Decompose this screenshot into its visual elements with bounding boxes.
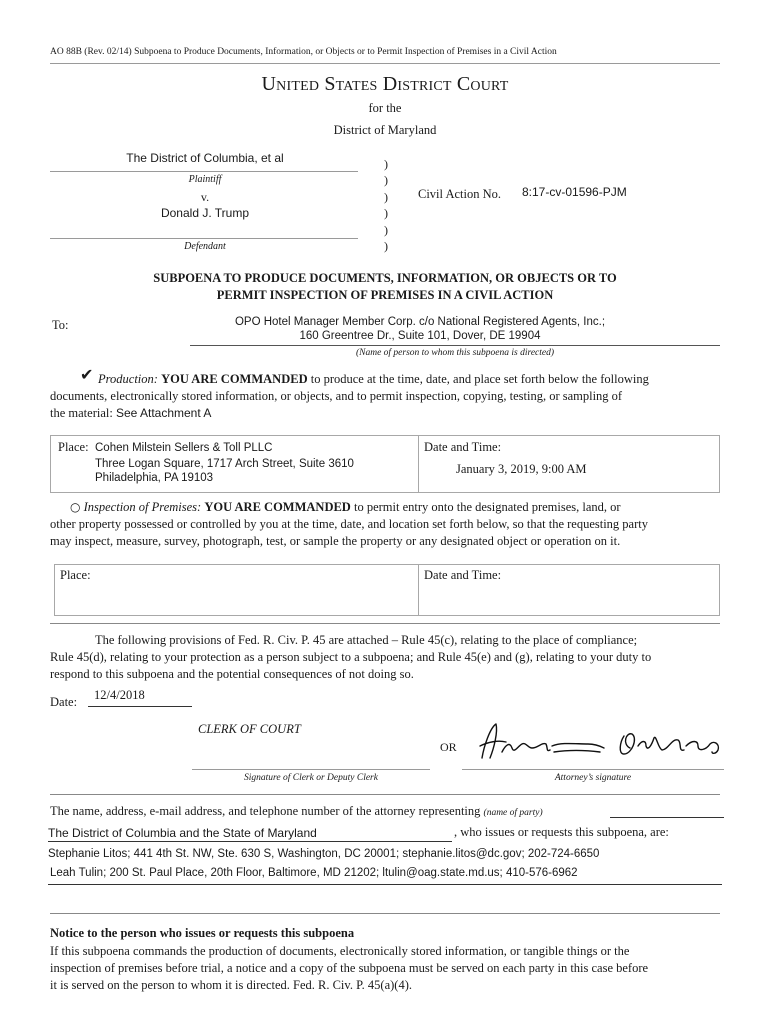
- checkmark-icon: ✔: [80, 365, 94, 384]
- attorney-issues: , who issues or requests this subpoena, are:: [454, 825, 669, 839]
- production-text3: the material:: [50, 406, 113, 420]
- notice-divider: [50, 913, 720, 914]
- inspection-text1: to permit entry onto the designated premises, land, or: [353, 500, 621, 514]
- production-paragraph: [50, 371, 730, 422]
- section-divider: [50, 794, 720, 795]
- production-place-line2: Three Logan Square, 1717 Arch Street, Suite 3610: [95, 458, 354, 470]
- inspection-place-box: [54, 564, 720, 616]
- notice-line1: If this subpoena commands the production of documents, electronically stored information, or tangible things or the: [50, 944, 630, 958]
- clerk-signature-rule: [192, 769, 430, 770]
- recipient-line1: OPO Hotel Manager Member Corp. c/o National Registered Agents, Inc.;: [234, 316, 606, 328]
- production-place-label: Place:: [58, 440, 89, 454]
- production-date-label: Date and Time:: [424, 440, 502, 454]
- inspection-radio[interactable]: ○: [70, 500, 81, 514]
- for-the: for the: [368, 101, 402, 115]
- plaintiff-label: Plaintiff: [188, 174, 222, 185]
- civil-action-label: Civil Action No.: [418, 187, 501, 201]
- attorney-signature-caption: Attorney’s signature: [554, 773, 632, 783]
- date-value: 12/4/2018: [94, 688, 145, 702]
- caption-paren: ): [384, 223, 388, 237]
- inspection-text3: may inspect, measure, survey, photograph, test, or sample the property or any designated object or operation on it.: [50, 534, 621, 548]
- provisions-paragraph: [50, 632, 730, 683]
- production-date-value: January 3, 2019, 9:00 AM: [456, 462, 587, 476]
- date-label: Date:: [50, 695, 78, 709]
- caption-paren: ): [384, 239, 388, 253]
- inspection-box-divider: [418, 564, 419, 616]
- party-rule: [48, 841, 452, 842]
- attorney-signature-rule: [462, 769, 724, 770]
- recipient-rule: [190, 345, 720, 346]
- contact-rule: [48, 884, 722, 885]
- clerk-signature-caption: Signature of Clerk or Deputy Clerk: [244, 773, 378, 783]
- defendant-name: Donald J. Trump: [160, 206, 250, 220]
- recipient-caption: (Name of person to whom this subpoena is directed): [355, 348, 555, 358]
- subpoena-title-line1: SUBPOENA TO PRODUCE DOCUMENTS, INFORMATION, OR OBJECTS OR TO: [153, 271, 617, 285]
- name-of-party-label: (name of party): [483, 808, 543, 818]
- caption-paren: ): [384, 190, 388, 204]
- defendant-label: Defendant: [184, 241, 226, 252]
- defendant-rule: [50, 238, 358, 239]
- provisions-line2: Rule 45(d), relating to your protection as a person subject to a subpoena; and Rule 45(e) and (g), relating to your duty to: [50, 650, 652, 664]
- provisions-line1: The following provisions of Fed. R. Civ. P. 45 are attached – Rule 45(c), relating to the place of compliance;: [95, 633, 638, 647]
- plaintiff-rule: [50, 171, 358, 172]
- inspection-commanded: YOU ARE COMMANDED: [204, 500, 351, 514]
- production-commanded: YOU ARE COMMANDED: [161, 372, 308, 386]
- caption-paren: ): [384, 157, 388, 171]
- versus: v.: [200, 190, 210, 204]
- inspection-label: Inspection of Premises:: [83, 500, 202, 514]
- court-title: United States District Court: [261, 73, 509, 95]
- attorney-contact-2: Leah Tulin; 200 St. Paul Place, 20th Floor, Baltimore, MD 21202; ltulin@oag.state.md.us; 410-576-6962: [50, 867, 578, 879]
- production-place-line1: Cohen Milstein Sellers & Toll PLLC: [95, 442, 273, 454]
- production-text1: to produce at the time, date, and place set forth below the following: [310, 372, 649, 386]
- caption-paren: ): [384, 206, 388, 220]
- notice-line3: it is served on the person to whom it is directed. Fed. R. Civ. P. 45(a)(4).: [50, 978, 412, 992]
- attorney-intro-text: The name, address, e-mail address, and telephone number of the attorney representing: [50, 804, 481, 818]
- to-label: To:: [52, 318, 69, 332]
- provisions-line3: respond to this subpoena and the potential consequences of not doing so.: [50, 667, 414, 681]
- name-of-party-rule: [610, 817, 724, 818]
- or-label: OR: [440, 740, 457, 754]
- section-divider: [50, 623, 720, 624]
- production-place-line3: Philadelphia, PA 19103: [95, 472, 214, 484]
- production-text2: documents, electronically stored information, or objects, and to permit inspection, copying, testing, or sampling of: [50, 389, 623, 403]
- attorney-contact-1: Stephanie Litos; 441 4th St. NW, Ste. 630 S, Washington, DC 20001; stephanie.litos@dc.gov; 202-724-6650: [48, 848, 600, 860]
- production-label: Production:: [98, 372, 158, 386]
- civil-action-number: 8:17-cv-01596-PJM: [522, 185, 627, 199]
- inspection-date-label: Date and Time:: [424, 568, 502, 582]
- notice-heading: Notice to the person who issues or requests this subpoena: [50, 926, 355, 940]
- court-district: District of Maryland: [333, 123, 437, 137]
- attorney-signature: [472, 718, 730, 768]
- attorney-party: The District of Columbia and the State of Maryland: [48, 826, 317, 840]
- inspection-place-label: Place:: [60, 568, 91, 582]
- notice-paragraph: [50, 943, 730, 994]
- caption-paren: ): [384, 173, 388, 187]
- header-rule: [50, 63, 720, 64]
- production-box-divider: [418, 435, 419, 493]
- recipient-line2: 160 Greentree Dr., Suite 101, Dover, DE 19904: [299, 330, 541, 342]
- plaintiff-name: The District of Columbia, et al: [126, 151, 284, 165]
- inspection-text2: other property possessed or controlled by you at the time, date, and location set forth below, so that the requesting party: [50, 517, 648, 531]
- attorney-intro: [50, 804, 543, 819]
- subpoena-title-line2: PERMIT INSPECTION OF PREMISES IN A CIVIL ACTION: [216, 288, 554, 302]
- production-material: See Attachment A: [115, 406, 212, 420]
- notice-line2: inspection of premises before trial, a notice and a copy of the subpoena must be served on each party in this case before: [50, 961, 649, 975]
- date-rule: [88, 706, 192, 707]
- inspection-paragraph: [50, 499, 730, 550]
- clerk-of-court: CLERK OF COURT: [198, 722, 301, 736]
- form-header: AO 88B (Rev. 02/14) Subpoena to Produce Documents, Information, or Objects or to Permit Inspection of Premises in a Civil Action: [50, 47, 557, 57]
